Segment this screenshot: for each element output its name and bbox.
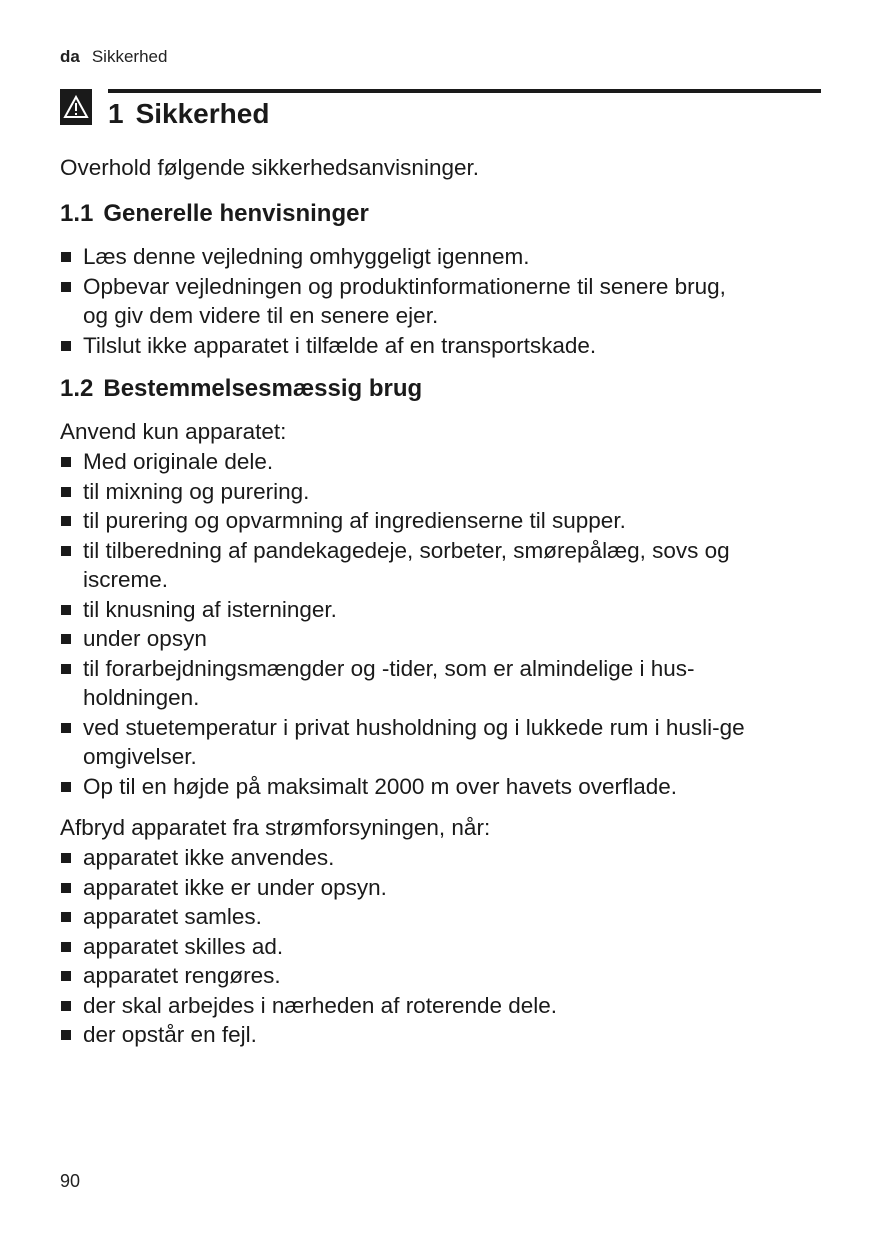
- title-text: Sikkerhed: [135, 98, 270, 129]
- warning-icon: [60, 89, 92, 125]
- list-item: apparatet skilles ad.: [60, 932, 830, 962]
- list-item: Tilslut ikke apparatet i tilfælde af en transportskade.: [60, 331, 830, 361]
- list-item: ved stuetemperatur i privat husholdning og i lukkede rum i husli-ge omgivelser.: [60, 713, 830, 772]
- section-heading-general: [60, 200, 369, 228]
- list-item: apparatet ikke anvendes.: [60, 843, 830, 873]
- list-item: der skal arbejdes i nærheden af roterende dele.: [60, 991, 830, 1021]
- lead-text-disconnect: Afbryd apparatet fra strømforsyningen, når:: [60, 815, 491, 840]
- list-item: til knusning af isterninger.: [60, 595, 830, 625]
- list-item: apparatet rengøres.: [60, 961, 830, 991]
- list-item: Læs denne vejledning omhyggeligt igennem.: [60, 242, 830, 272]
- section-title: Generelle henvisninger: [103, 200, 369, 227]
- intro-text: Overhold følgende sikkerhedsanvisninger.: [60, 155, 479, 180]
- disconnect-list: [60, 843, 830, 1050]
- list-item: til purering og opvarmning af ingredienserne til supper.: [60, 506, 830, 536]
- list-item: Opbevar vejledningen og produktinformationerne til senere brug, og giv dem videre til en senere ejer.: [60, 272, 830, 331]
- page-number: 90: [60, 1171, 81, 1191]
- list-item: der opstår en fejl.: [60, 1020, 830, 1050]
- lead-text-use: Anvend kun apparatet:: [60, 419, 287, 444]
- header-section: Sikkerhed: [91, 47, 168, 66]
- list-item: til tilberedning af pandekagedeje, sorbeter, smørepålæg, sovs og iscreme.: [60, 536, 830, 595]
- running-header: [60, 47, 167, 67]
- list-item: til mixning og purering.: [60, 477, 830, 507]
- list-item: apparatet ikke er under opsyn.: [60, 873, 830, 903]
- list-item: Op til en højde på maksimalt 2000 m over havets overflade.: [60, 772, 830, 802]
- title-rule: [108, 89, 821, 93]
- general-list: [60, 242, 830, 360]
- list-item: under opsyn: [60, 624, 830, 654]
- section-number: 1.1: [60, 200, 94, 227]
- section-title: Bestemmelsesmæssig brug: [103, 375, 423, 402]
- language-code: da: [60, 47, 80, 66]
- list-item: Med originale dele.: [60, 447, 830, 477]
- list-item: apparatet samles.: [60, 902, 830, 932]
- title-number: 1: [108, 98, 124, 129]
- list-item: til forarbejdningsmængder og -tider, som er almindelige i hus-holdningen.: [60, 654, 830, 713]
- page-title: [108, 98, 269, 130]
- section-number: 1.2: [60, 375, 94, 402]
- intended-use-list: [60, 447, 830, 801]
- section-heading-intended-use: [60, 375, 422, 403]
